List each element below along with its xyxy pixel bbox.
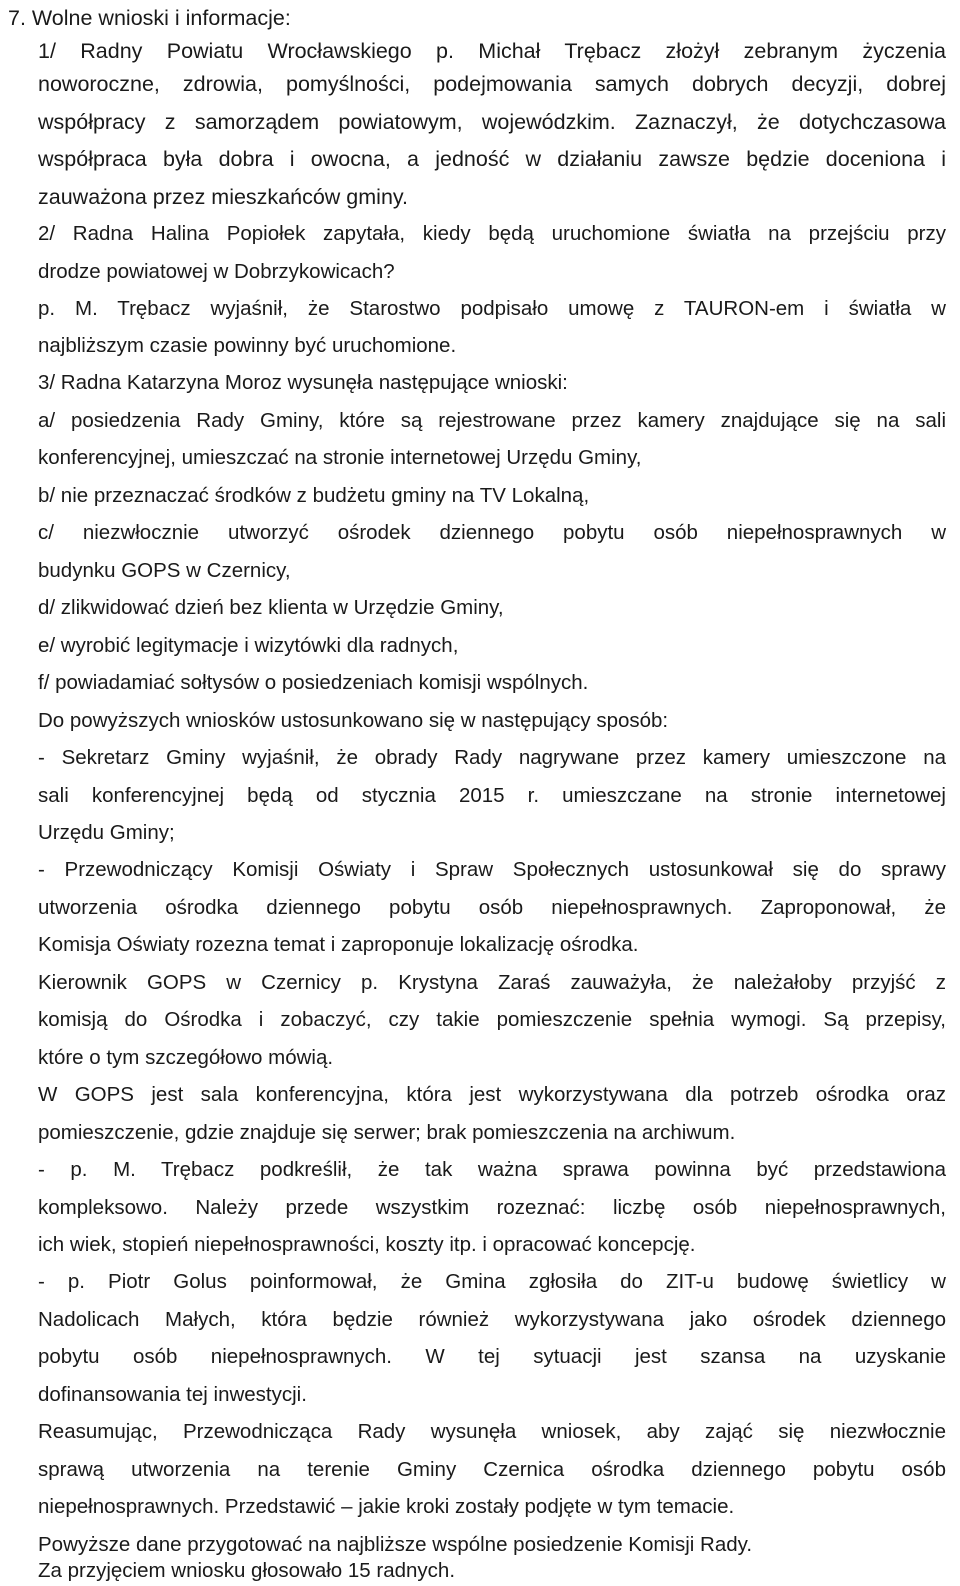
- text-line: Powyższe dane przygotować na najbliższe wspólne posiedzenie Komisji Rady.: [38, 1533, 753, 1556]
- text-line: a/ posiedzenia Rady Gminy, które są rejestrowane przez kamery znajdujące się na sali: [38, 409, 946, 432]
- text-line: sali konferencyjnej będą od stycznia 2015 r. umieszczane na stronie internetowej: [38, 784, 946, 807]
- text-line: pobytu osób niepełnosprawnych. W tej sytuacji jest szansa na uzyskanie: [38, 1345, 946, 1368]
- text-line: Reasumując, Przewodnicząca Rady wysunęła wniosek, aby zająć się niezwłocznie: [38, 1420, 946, 1443]
- text-line: zauważona przez mieszkańców gminy.: [38, 185, 409, 209]
- text-line: Urzędu Gminy;: [38, 821, 175, 844]
- text-line: noworoczne, zdrowia, pomyślności, podejmowania samych dobrych decyzji, dobrej: [38, 72, 946, 96]
- section-heading: 7. Wolne wnioski i informacje:: [8, 6, 291, 30]
- text-line: współpraca była dobra i owocna, a jedność w działaniu zawsze będzie doceniona i: [38, 147, 946, 171]
- text-line: sprawą utworzenia na terenie Gminy Czernica ośrodka dziennego pobytu osób: [38, 1458, 946, 1481]
- text-line: - p. Piotr Golus poinformował, że Gmina zgłosiła do ZIT-u budowę świetlicy w: [38, 1270, 946, 1293]
- text-line: niepełnosprawnych. Przedstawić – jakie kroki zostały podjęte w tym temacie.: [38, 1495, 735, 1518]
- text-line: b/ nie przeznaczać środków z budżetu gminy na TV Lokalną,: [38, 484, 590, 507]
- text-line: d/ zlikwidować dzień bez klienta w Urzędzie Gminy,: [38, 596, 504, 619]
- text-line: - Przewodniczący Komisji Oświaty i Spraw Społecznych ustosunkował się do sprawy: [38, 858, 946, 881]
- text-line: drodze powiatowej w Dobrzykowicach?: [38, 260, 395, 283]
- text-line: 1/ Radny Powiatu Wrocławskiego p. Michał Trębacz złożył zebranym życzenia: [38, 39, 946, 63]
- text-line: najbliższym czasie powinny być uruchomione.: [38, 334, 457, 357]
- text-line: budynku GOPS w Czernicy,: [38, 559, 291, 582]
- text-line: kompleksowo. Należy przede wszystkim rozeznać: liczbę osób niepełnosprawnych,: [38, 1196, 946, 1219]
- text-line: ich wiek, stopień niepełnosprawności, koszty itp. i opracować koncepcję.: [38, 1233, 696, 1256]
- text-line: komisją do Ośrodka i zobaczyć, czy takie pomieszczenie spełnia wymogi. Są przepisy,: [38, 1008, 946, 1031]
- text-line: e/ wyrobić legitymacje i wizytówki dla radnych,: [38, 634, 459, 657]
- text-line: p. M. Trębacz wyjaśnił, że Starostwo podpisało umowę z TAURON-em i światła w: [38, 297, 946, 320]
- text-line: Nadolicach Małych, która będzie również wykorzystywana jako ośrodek dziennego: [38, 1308, 946, 1331]
- text-line: 3/ Radna Katarzyna Moroz wysunęła następujące wnioski:: [38, 371, 568, 394]
- text-line: pomieszczenie, gdzie znajduje się serwer; brak pomieszczenia na archiwum.: [38, 1121, 736, 1144]
- text-line: Za przyjęciem wniosku głosowało 15 radnych.: [38, 1559, 456, 1582]
- text-line: - Sekretarz Gminy wyjaśnił, że obrady Rady nagrywane przez kamery umieszczone na: [38, 746, 946, 769]
- text-line: 2/ Radna Halina Popiołek zapytała, kiedy będą uruchomione światła na przejściu przy: [38, 222, 946, 245]
- text-line: Komisja Oświaty rozezna temat i zaproponuje lokalizację ośrodka.: [38, 933, 639, 956]
- text-line: utworzenia ośrodka dziennego pobytu osób niepełnosprawnych. Zaproponował, że: [38, 896, 946, 919]
- text-line: Do powyższych wniosków ustosunkowano się w następujący sposób:: [38, 709, 669, 732]
- text-line: c/ niezwłocznie utworzyć ośrodek dziennego pobytu osób niepełnosprawnych w: [38, 521, 946, 544]
- text-line: f/ powiadamiać sołtysów o posiedzeniach komisji wspólnych.: [38, 671, 589, 694]
- text-line: współpracy z samorządem powiatowym, wojewódzkim. Zaznaczył, że dotychczasowa: [38, 110, 946, 134]
- text-line: które o tym szczegółowo mówią.: [38, 1046, 334, 1069]
- text-line: W GOPS jest sala konferencyjna, która jest wykorzystywana dla potrzeb ośrodka oraz: [38, 1083, 946, 1106]
- text-line: konferencyjnej, umieszczać na stronie internetowej Urzędu Gminy,: [38, 446, 642, 469]
- text-line: Kierownik GOPS w Czernicy p. Krystyna Zaraś zauważyła, że należałoby przyjść z: [38, 971, 946, 994]
- text-line: dofinansowania tej inwestycji.: [38, 1383, 307, 1406]
- text-line: - p. M. Trębacz podkreślił, że tak ważna sprawa powinna być przedstawiona: [38, 1158, 946, 1181]
